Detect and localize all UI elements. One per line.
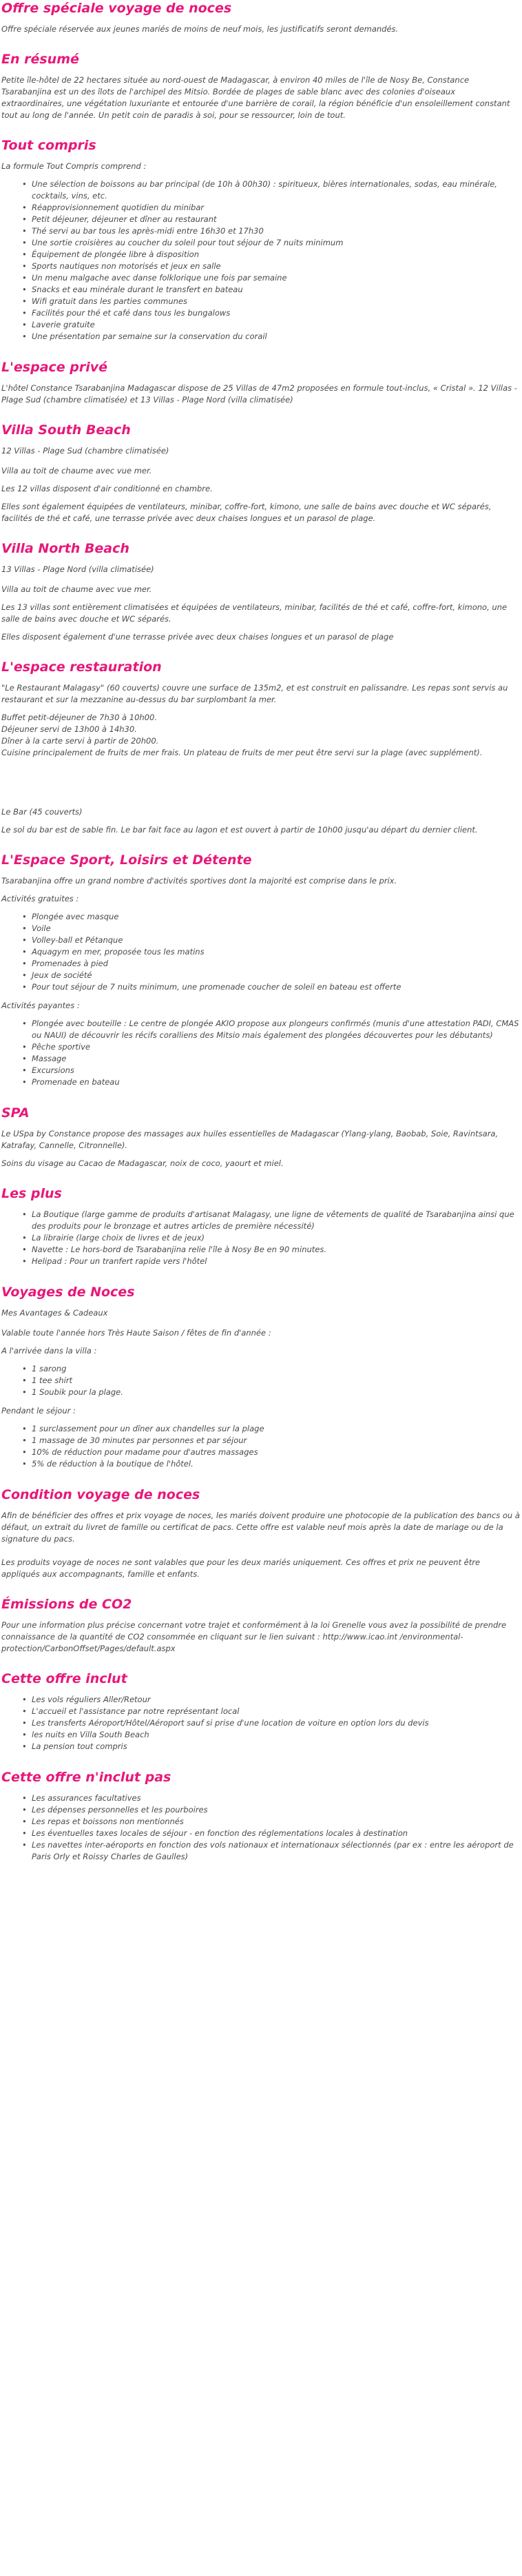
section-title: En résumé bbox=[1, 52, 79, 67]
section-text: Les produits voyage de noces ne sont valables que pour les deux mariés uniquement. Ces offres et prix ne peuvent être appliqués aux accompagnants, famille et enfants. bbox=[1, 1557, 481, 1579]
meal-hours: Buffet petit-déjeuner de 7h30 à 10h00. bbox=[1, 713, 157, 722]
section-text: Offre spéciale réservée aux jeunes mariés de moins de neuf mois, les justificatifs seront demandés. bbox=[1, 24, 399, 34]
list-item: • La librairie (large choix de livres et de jeux) bbox=[32, 1232, 521, 1244]
co2-section bbox=[1, 1596, 521, 1655]
list-item: • L'accueil et l'assistance par notre représentant local bbox=[32, 1706, 521, 1717]
list-item: • Facilités pour thé et café dans tous les bungalows bbox=[32, 307, 521, 319]
section-title: Cette offre inclut bbox=[1, 1671, 127, 1686]
section-title: Voyages de Noces bbox=[1, 1285, 135, 1300]
section-text: Soins du visage au Cacao de Madagascar, noix de coco, yaourt et miel. bbox=[1, 1158, 284, 1168]
sport-section bbox=[1, 852, 521, 1088]
villa-south-section bbox=[1, 422, 521, 524]
section-subtitle: Mes Avantages & Cadeaux bbox=[1, 1308, 108, 1318]
section-title: Émissions de CO2 bbox=[1, 1597, 132, 1612]
section-title: Offre spéciale voyage de noces bbox=[1, 1, 232, 16]
list-item: • 1 Soubik pour la plage. bbox=[32, 1387, 521, 1398]
section-title: Villa North Beach bbox=[1, 541, 129, 556]
list-item: • Les repas et boissons non mentionnés bbox=[32, 1816, 521, 1828]
ninclut-section bbox=[1, 1769, 521, 1863]
list-item: • Les éventuelles taxes locales de séjour - en fonction des réglementations locales à destination bbox=[32, 1828, 521, 1839]
voyages-noces-section bbox=[1, 1284, 521, 1470]
list-item: • Plongée avec masque bbox=[32, 911, 521, 923]
espace-prive-section bbox=[1, 359, 521, 406]
list-item: • Les transferts Aéroport/Hôtel/Aéroport sauf si prise d'une location de voiture en option lors du devis bbox=[32, 1717, 521, 1729]
villa-north-section bbox=[1, 540, 521, 643]
tout-compris-section bbox=[1, 137, 521, 343]
list-item: • 1 sarong bbox=[32, 1363, 521, 1375]
section-intro: La formule Tout Compris comprend : bbox=[1, 161, 147, 171]
section-text: Villa au toit de chaume avec vue mer. bbox=[1, 584, 152, 594]
list-item: • Helipad : Pour un tranfert rapide vers l'hôtel bbox=[32, 1256, 521, 1267]
resume-section bbox=[1, 51, 521, 121]
list-item: • Les assurances facultatives bbox=[32, 1792, 521, 1804]
list-item: • Massage bbox=[32, 1053, 521, 1065]
meal-hours: Déjeuner servi de 13h00 à 14h30. bbox=[1, 724, 137, 734]
section-text: Les 12 villas disposent d'air conditionné en chambre. bbox=[1, 484, 213, 493]
list-item: • Thé servi au bar tous les après-midi entre 16h30 et 17h30 bbox=[32, 225, 521, 237]
section-text: Afin de bénéficier des offres et prix voyage de noces, les mariés doivent produire une photocopie de la publication des bancs ou à défaut, un extrait du livret de famille ou certificat de pacs. Cette offre est valable neuf mois après la date de mariage ou de la signature du pacs. bbox=[1, 1511, 520, 1544]
list-item: • Pour tout séjour de 7 nuits minimum, une promenade coucher de soleil en bateau est offerte bbox=[32, 981, 521, 993]
list-item: • Promenade en bateau bbox=[32, 1076, 521, 1088]
section-text: Les 13 villas sont entièrement climatisées et équipées de ventilateurs, minibar, facilités de thé et café, coffre-fort, kimono, une salle de bains avec douche et WC séparés. bbox=[1, 602, 508, 624]
list-item: • les nuits en Villa South Beach bbox=[32, 1729, 521, 1741]
free-activities-label: Activités gratuites : bbox=[1, 894, 79, 903]
section-intro: Tsarabanjina offre un grand nombre d'activités sportives dont la majorité est comprise dans le prix. bbox=[1, 876, 397, 886]
list-item: • Voile bbox=[32, 923, 521, 934]
section-title: L'espace privé bbox=[1, 360, 108, 375]
list-item: • Une sélection de boissons au bar principal (de 10h à 00h30) : spiritueux, bières internationales, sodas, eau minérale, cocktails, vins, etc. bbox=[32, 178, 521, 202]
list-item: • Réapprovisionnement quotidien du minibar bbox=[32, 202, 521, 214]
list-item: • Petit déjeuner, déjeuner et dîner au restaurant bbox=[32, 214, 521, 225]
paid-activities-list bbox=[1, 1018, 521, 1088]
list-item: • Laverie gratuite bbox=[32, 319, 521, 331]
section-text: Villa au toit de chaume avec vue mer. bbox=[1, 466, 152, 476]
list-item: • Pêche sportive bbox=[32, 1041, 521, 1053]
section-title: Les plus bbox=[1, 1186, 62, 1201]
list-item: • Jeux de société bbox=[32, 970, 521, 981]
list-item: • Snacks et eau minérale durant le transfert en bateau bbox=[32, 284, 521, 296]
list-item: • Plongée avec bouteille : Le centre de plongée AKIO propose aux plongeurs confirmés (munis d'une attestation PADI, CMAS ou NAUI) de découvrir les récifs coralliens des Mitsio mais également des plongées découvertes pour les débutants) bbox=[32, 1018, 521, 1041]
arrival-gifts-list bbox=[1, 1363, 521, 1398]
list-item: • 10% de réduction pour madame pour d'autres massages bbox=[32, 1447, 521, 1458]
inclut-section bbox=[1, 1670, 521, 1752]
inclut-list bbox=[1, 1694, 521, 1752]
list-item: • Aquagym en mer, proposée tous les matins bbox=[32, 946, 521, 958]
spa-section bbox=[1, 1105, 521, 1169]
section-title: L'Espace Sport, Loisirs et Détente bbox=[1, 852, 252, 868]
list-item: • 1 massage de 30 minutes par personnes et par séjour bbox=[32, 1435, 521, 1447]
tout-compris-list bbox=[1, 178, 521, 343]
condition-section bbox=[1, 1486, 521, 1580]
list-item: • Équipement de plongée libre à disposition bbox=[32, 249, 521, 260]
list-item: • Navette : Le hors-bord de Tsarabanjina relie l'île à Nosy Be en 90 minutes. bbox=[32, 1244, 521, 1256]
list-item: • Sports nautiques non motorisés et jeux en salle bbox=[32, 260, 521, 272]
list-item: • La Boutique (large gamme de produits d'artisanat Malagasy, une ligne de vêtements de qualité de Tsarabanjina ainsi que des produits pour le bronzage et autres articles de première nécessité) bbox=[32, 1209, 521, 1232]
section-title: Cette offre n'inclut pas bbox=[1, 1770, 171, 1785]
section-title: SPA bbox=[1, 1105, 30, 1121]
list-item: • Un menu malgache avec danse folklorique une fois par semaine bbox=[32, 272, 521, 284]
list-item: • Promenades à pied bbox=[32, 958, 521, 970]
bar-text: Le sol du bar est de sable fin. Le bar fait face au lagon et est ouvert à partir de 10h00 jusqu'au départ du dernier client. bbox=[1, 825, 478, 835]
free-activities-list bbox=[1, 911, 521, 993]
section-text: Elles disposent également d'une terrasse privée avec deux chaises longues et un parasol de plage bbox=[1, 632, 394, 642]
list-item: • La pension tout compris bbox=[32, 1741, 521, 1752]
restauration-section bbox=[1, 659, 521, 836]
les-plus-list bbox=[1, 1209, 521, 1267]
list-item: • Les navettes inter-aéroports en fonction des vols nationaux et internationaux sélectionnés (par ex : entre les aéroport de Paris Orly et Roissy Charles de Gaulles) bbox=[32, 1839, 521, 1863]
stay-gifts-list bbox=[1, 1423, 521, 1470]
section-title: L'espace restauration bbox=[1, 660, 162, 675]
section-text: Elles sont également équipées de ventilateurs, minibar, coffre-fort, kimono, une salle de bains avec douche et WC séparés, facilités de thé et café, une terrasse privée avec deux chaises longues et un parasol de plage. bbox=[1, 502, 492, 523]
co2-text: Pour une information plus précise concernant votre trajet et conformément à la loi Grenelle vous avez la possibilité de prendre connaissance de la quantité de CO2 consommée en cliquant sur le lien suivant : http://www.icao.int /environmental-protection/CarbonOffset/Pages/default.aspx bbox=[1, 1620, 507, 1653]
section-text: Le USpa by Constance propose des massages aux huiles essentielles de Madagascar (Ylang-ylang, Baobab, Soie, Ravintsara, Katrafay, Cannelle, Citronnelle). bbox=[1, 1129, 499, 1150]
bar-title: Le Bar (45 couverts) bbox=[1, 807, 83, 817]
list-item: • Wifi gratuit dans les parties communes bbox=[32, 296, 521, 307]
paid-activities-label: Activités payantes : bbox=[1, 1001, 80, 1010]
list-item: • 5% de réduction à la boutique de l'hôtel. bbox=[32, 1458, 521, 1470]
list-item: • Volley-ball et Pétanque bbox=[32, 934, 521, 946]
section-title: Villa South Beach bbox=[1, 422, 131, 438]
les-plus-section bbox=[1, 1185, 521, 1267]
section-text: "Le Restaurant Malagasy" (60 couverts) couvre une surface de 135m2, et est construit en palissandre. Les repas sont servis au restaurant et sur la mezzanine au-dessus du bar surplombant la mer. bbox=[1, 683, 508, 704]
list-item: • Excursions bbox=[32, 1065, 521, 1076]
section-title: Condition voyage de noces bbox=[1, 1487, 200, 1502]
list-item: • Une présentation par semaine sur la conservation du corail bbox=[32, 331, 521, 343]
list-item: • 1 surclassement pour un dîner aux chandelles sur la plage bbox=[32, 1423, 521, 1435]
list-item: • 1 tee shirt bbox=[32, 1375, 521, 1387]
villa-subtitle: 12 Villas - Plage Sud (chambre climatisée) bbox=[1, 446, 169, 456]
ninclut-list bbox=[1, 1792, 521, 1863]
villa-subtitle: 13 Villas - Plage Nord (villa climatisée) bbox=[1, 564, 154, 574]
list-item: • Les vols réguliers Aller/Retour bbox=[32, 1694, 521, 1706]
validity-text: Valable toute l'année hors Très Haute Saison / fêtes de fin d'année : bbox=[1, 1328, 271, 1338]
arrival-label: A l'arrivée dans la villa : bbox=[1, 1346, 97, 1356]
stay-label: Pendant le séjour : bbox=[1, 1406, 76, 1415]
offre-speciale-section bbox=[1, 0, 521, 35]
section-text: Petite île-hôtel de 22 hectares située au nord-ouest de Madagascar, à environ 40 miles de l'île de Nosy Be, Constance Tsarabanjina est un des îlots de l'archipel des Mitsio. Bordée de plages de sable blanc avec des colonies d'oiseaux extraordinaires, une végétation luxuriante et entourée d'une barrière de corail, la région bénéficie d'un ensoleillement constant tout au long de l'année. Un petit coin de paradis à soi, pour se ressourcer, loin de tout. bbox=[1, 75, 510, 120]
meal-hours: Dîner à la carte servi à partir de 20h00. bbox=[1, 736, 159, 746]
list-item: • Les dépenses personnelles et les pourboires bbox=[32, 1804, 521, 1816]
section-title: Tout compris bbox=[1, 138, 96, 153]
cuisine-text: Cuisine principalement de fruits de mer frais. Un plateau de fruits de mer peut être servi sur la plage (avec supplément). bbox=[1, 748, 483, 757]
section-text: L'hôtel Constance Tsarabanjina Madagascar dispose de 25 Villas de 47m2 proposées en formule tout-inclus, « Cristal ». 12 Villas - Plage Sud (chambre climatisée) et 13 Villas - Plage Nord (villa climatisée) bbox=[1, 383, 517, 405]
list-item: • Une sortie croisières au coucher du soleil pour tout séjour de 7 nuits minimum bbox=[32, 237, 521, 249]
